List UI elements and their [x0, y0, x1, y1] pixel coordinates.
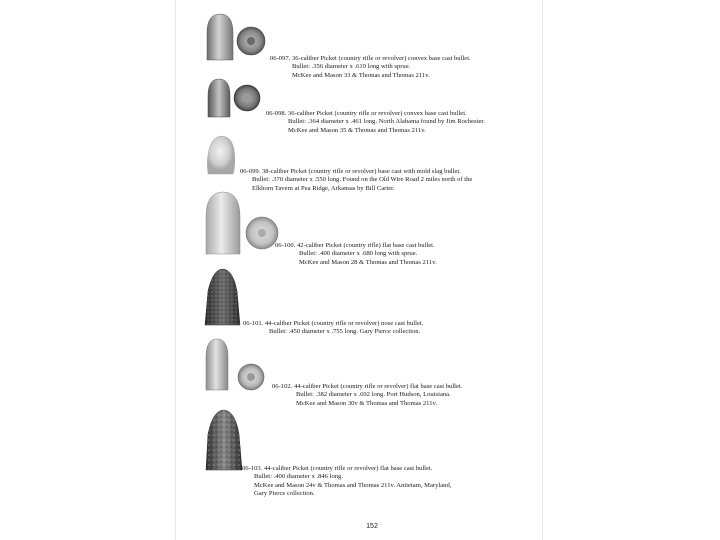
entry-06-102: [272, 383, 462, 408]
entry-06-098-spec: Bullet: .364 diameter x .461 long. North Alabama found by Jim Rochester.: [288, 118, 485, 126]
entry-06-100-spec: Bullet: .400 diameter x .680 long with sprue.: [299, 250, 418, 258]
entry-06-098: [266, 110, 485, 135]
book-page: [176, 0, 542, 540]
entry-06-101-spec: Bullet: .450 diameter x .755 long. Gary Pierce collection.: [269, 328, 421, 336]
entry-06-103-spec: Bullet: .400 diameter x .846 long.: [254, 473, 344, 481]
entry-06-100-reference: McKee and Mason 28 & Thomas and Thomas 211v.: [299, 258, 437, 266]
entry-06-097: [270, 55, 471, 80]
entry-06-100-title: 06-100. 42-caliber Picket (country rifle) flat base cast bullet.: [275, 242, 435, 249]
entry-06-102-spec: Bullet: .382 diameter x .692 long. Port Hudson, Louisiana.: [296, 391, 451, 399]
entry-06-103-collection: Gary Pierce collection.: [254, 490, 315, 498]
entry-06-102-title: 06-102. 44-caliber Picket (country rifle or revolver) flat base cast bullet.: [272, 383, 463, 390]
entry-06-097-spec: Bullet: .356 diameter x .619 long with sprue.: [292, 63, 411, 71]
entry-06-100: [275, 242, 437, 267]
entry-06-097-reference: McKee and Mason 33 & Thomas and Thomas 211v.: [292, 71, 430, 79]
entry-06-097-title: 06-097. 36-caliber Picket (country rifle or revolver) convex base cast bullet.: [270, 55, 471, 62]
entry-06-103-reference: McKee and Mason 24v & Thomas and Thomas 211v. Antietam, Maryland,: [254, 481, 452, 489]
bullet-photo-06-102: [203, 337, 269, 391]
bullet-photo-06-100: [203, 189, 281, 255]
entry-06-098-title: 06-098. 36-caliber Picket (country rifle or revolver) convex base cast bullet.: [266, 110, 467, 117]
page-number: 152: [366, 523, 378, 530]
entry-06-098-reference: McKee and Mason 35 & Thomas and Thomas 211v.: [288, 126, 426, 134]
entry-06-099-title: 06-099. 38-caliber Picket (country rifle or revolver) base cast with mold slag bullet.: [240, 168, 461, 175]
bullet-photo-06-101: [203, 267, 243, 327]
entry-06-103: [242, 465, 451, 499]
entry-06-099-spec: Bullet: .370 diameter x .550 long. Found on the Old Wire Road 2 miles north of the: [252, 176, 473, 184]
bullet-photo-06-103: [203, 408, 245, 472]
entry-06-101: [243, 320, 423, 337]
entry-06-101-title: 06-101. 44-caliber Picket (country rifle or revolver) nose cast bullet.: [243, 320, 424, 327]
entry-06-099-location: Elkhorn Tavern at Pea Ridge, Arkansas by Bill Carter.: [252, 184, 395, 192]
bullet-photo-06-098: [205, 76, 263, 118]
entry-06-103-title: 06-103. 44-caliber Picket (country rifle or revolver) flat base cast bullet.: [242, 465, 433, 472]
entry-06-102-reference: McKee and Mason 30v & Thomas and Thomas 211v.: [296, 399, 438, 407]
bullet-photo-06-099: [204, 134, 238, 176]
bullet-photo-06-097: [203, 11, 267, 61]
